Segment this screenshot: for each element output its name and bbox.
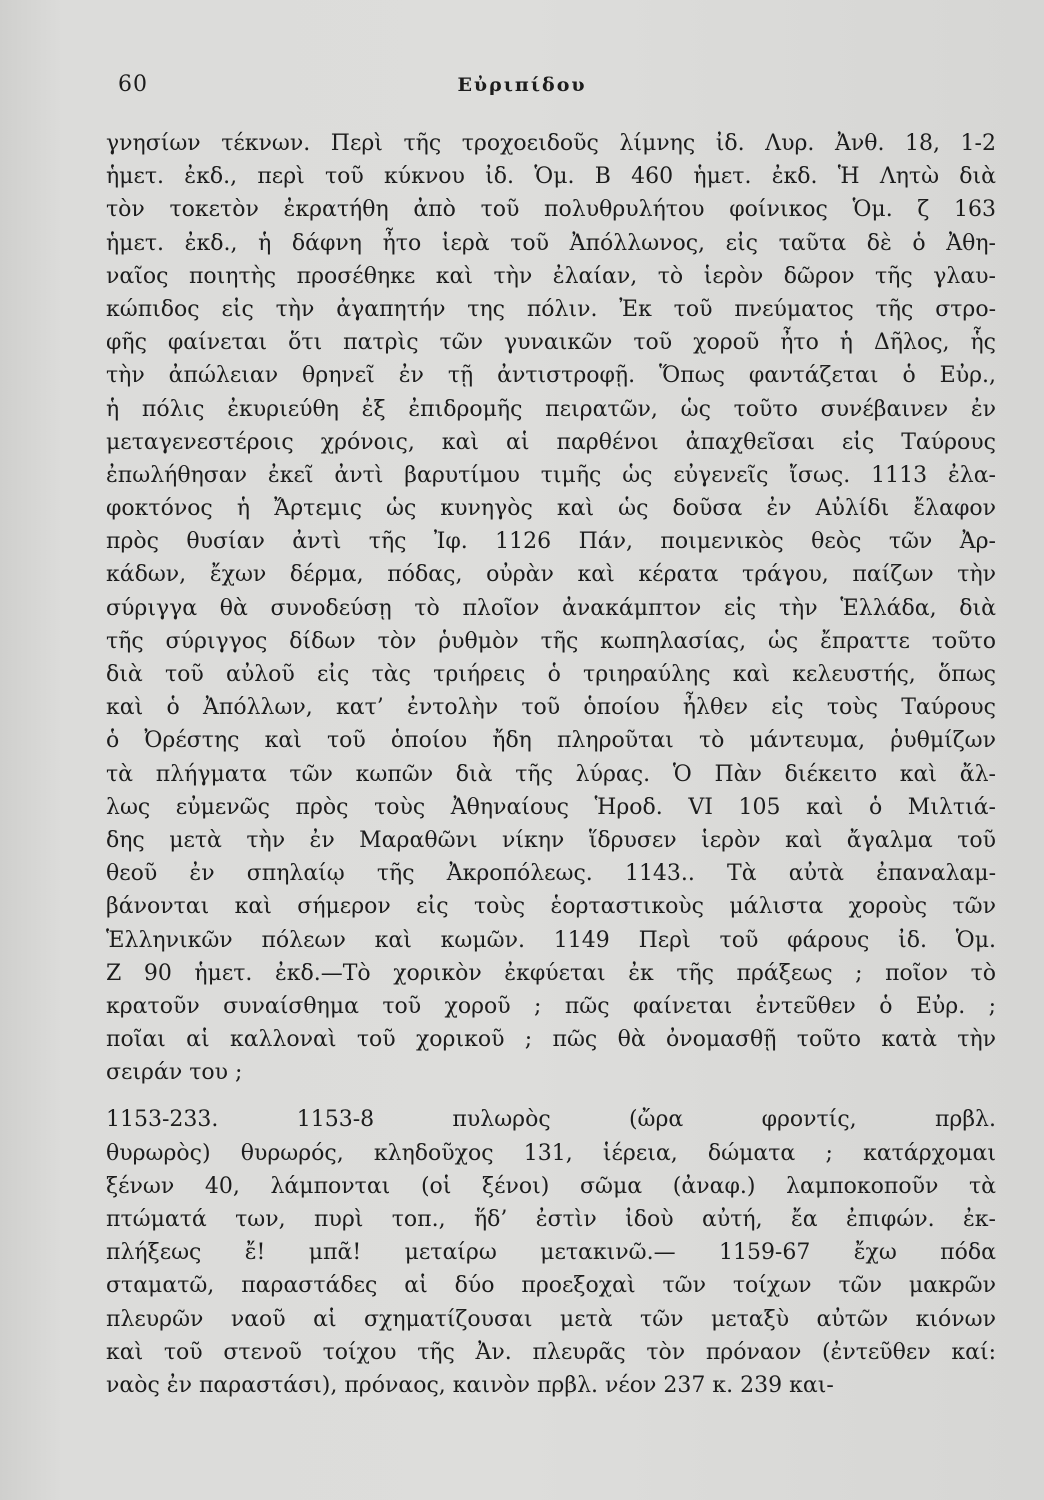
- commentary-paragraph-1: [106, 127, 996, 1089]
- text-line: Ἑλληνικῶν πόλεων καὶ κωμῶν. 1149 Περὶ τοῦ φάρους ἰδ. Ὁμ.: [106, 927, 996, 953]
- text-line: 1153-233. 1153-8 πυλωρὸς (ὤρα φροντίς, πρβλ.: [106, 1107, 996, 1133]
- running-head: Εὐριπίδου: [457, 74, 587, 96]
- text-line: διὰ τοῦ αὐλοῦ εἰς τὰς τριήρεις ὁ τριηραύλης καὶ κελευστής, ὅπως: [106, 662, 996, 687]
- text-line: τῆς σύριγγος δίδων τὸν ῥυθμὸν τῆς κωπηλασίας, ὡς ἔπραττε τοῦτο: [106, 628, 996, 654]
- text-line: ποῖαι αἱ καλλοναὶ τοῦ χορικοῦ ; πῶς θὰ ὀνομασθῇ τοῦτο κατὰ τὴν: [106, 1027, 996, 1053]
- text-line: ναῖος ποιητὴς προσέθηκε καὶ τὴν ἐλαίαν, τὸ ἱερὸν δῶρον τῆς γλαυ-: [106, 263, 996, 289]
- text-line: τὰ πλήγματα τῶν κωπῶν διὰ τῆς λύρας. Ὁ Πὰν διέκειτο καὶ ἄλ-: [106, 761, 996, 787]
- text-line: πρὸς θυσίαν ἀντὶ τῆς Ἰφ. 1126 Πάν, ποιμενικὸς θεὸς τῶν Ἀρ-: [106, 529, 996, 555]
- paragraph-gap: [106, 1089, 996, 1103]
- text-line: καὶ ὁ Ἀπόλλων, κατ’ ἐντολὴν τοῦ ὁποίου ἦλθεν εἰς τοὺς Ταύρους: [106, 695, 996, 721]
- text-line: θεοῦ ἐν σπηλαίῳ τῆς Ἀκροπόλεως. 1143.. Τὰ αὐτὰ ἐπαναλαμ-: [106, 861, 996, 887]
- text-line: τὸν τοκετὸν ἐκρατήθη ἀπὸ τοῦ πολυθρυλήτου φοίνικος Ὁμ. ζ 163: [106, 197, 996, 223]
- page-body: [106, 127, 996, 1402]
- text-line: βάνονται καὶ σήμερον εἰς τοὺς ἑορταστικοὺς μάλιστα χοροὺς τῶν: [106, 894, 996, 920]
- page-header: [0, 72, 1044, 112]
- text-line: Ζ 90 ἡμετ. ἐκδ.—Τὸ χορικὸν ἐκφύεται ἐκ τῆς πράξεως ; ποῖον τὸ: [106, 960, 996, 986]
- text-line: φῆς φαίνεται ὅτι πατρὶς τῶν γυναικῶν τοῦ χοροῦ ἦτο ἡ Δῆλος, ἧς: [106, 330, 996, 356]
- text-line: τὴν ἀπώλειαν θρηνεῖ ἐν τῇ ἀντιστροφῇ. Ὅπως φαντάζεται ὁ Εὐρ.,: [106, 363, 996, 389]
- text-line: σταματῶ, παραστάδες αἱ δύο προεξοχαὶ τῶν τοίχων τῶν μακρῶν: [106, 1273, 996, 1299]
- text-line: θυρωρὸς) θυρωρός, κληδοῦχος 131, ἱέρεια, δώματα ; κατάρχομαι: [106, 1140, 996, 1166]
- text-line: πτώματά των, πυρὶ τοπ., ἥδ’ ἐστὶν ἰδοὺ αὐτή, ἔα ἐπιφών. ἐκ-: [106, 1207, 996, 1232]
- text-line: ἡμετ. ἐκδ., ἡ δάφνη ἦτο ἱερὰ τοῦ Ἀπόλλωνος, εἰς ταῦτα δὲ ὁ Ἀθη-: [106, 230, 996, 256]
- text-line: ὁ Ὀρέστης καὶ τοῦ ὁποίου ἤδη πληροῦται τὸ μάντευμα, ῥυθμίζων: [106, 728, 996, 754]
- text-line: ναὸς ἐν παραστάσι), πρόναος, καινὸν πρβλ. νέον 237 κ. 239 και-: [106, 1372, 834, 1398]
- text-line: κρατοῦν συναίσθημα τοῦ χοροῦ ; πῶς φαίνεται ἐντεῦθεν ὁ Εὐρ. ;: [106, 993, 996, 1019]
- text-line: σύριγγα θὰ συνοδεύσῃ τὸ πλοῖον ἀνακάμπτον εἰς τὴν Ἑλλάδα, διὰ: [106, 595, 996, 621]
- text-line: γνησίων τέκνων. Περὶ τῆς τροχοειδοῦς λίμνης ἰδ. Λυρ. Ἀνθ. 18, 1-2: [106, 131, 996, 156]
- text-line: ἡ πόλις ἐκυριεύθη ἐξ ἐπιδρομῆς πειρατῶν, ὡς τοῦτο συνέβαινεν ἐν: [106, 396, 996, 422]
- commentary-paragraph-2: [106, 1103, 996, 1402]
- text-line: σειράν του ;: [106, 1060, 243, 1086]
- text-line: πλευρῶν ναοῦ αἱ σχηματίζουσαι μετὰ τῶν μεταξὺ αὐτῶν κιόνων: [106, 1306, 996, 1332]
- text-line: πλήξεως ἔ! μπᾶ! μεταίρω μετακινῶ.— 1159-67 ἔχω πόδα: [106, 1240, 996, 1266]
- text-line: ἐπωλήθησαν ἐκεῖ ἀντὶ βαρυτίμου τιμῆς ὡς εὐγενεῖς ἴσως. 1113 ἐλα-: [106, 462, 996, 488]
- text-line: κάδων, ἔχων δέρμα, πόδας, οὐρὰν καὶ κέρατα τράγου, παίζων τὴν: [106, 562, 996, 588]
- text-line: φοκτόνος ἡ Ἄρτεμις ὡς κυνηγὸς καὶ ὡς δοῦσα ἐν Αὐλίδι ἔλαφον: [106, 496, 996, 522]
- text-line: καὶ τοῦ στενοῦ τοίχου τῆς Ἀν. πλευρᾶς τὸν πρόναον (ἐντεῦθεν καί:: [106, 1339, 996, 1365]
- text-line: ξένων 40, λάμπονται (οἱ ξένοι) σῶμα (ἀναφ.) λαμποκοποῦν τὰ: [106, 1173, 996, 1199]
- text-line: μεταγενεστέροις χρόνοις, καὶ αἱ παρθένοι ἀπαχθεῖσαι εἰς Ταύρους: [106, 429, 996, 455]
- text-line: δης μετὰ τὴν ἐν Μαραθῶνι νίκην ἵδρυσεν ἱερὸν καὶ ἄγαλμα τοῦ: [106, 827, 996, 853]
- page-number: 60: [118, 72, 148, 97]
- text-line: ἡμετ. ἐκδ., περὶ τοῦ κύκνου ἰδ. Ὁμ. Β 460 ἡμετ. ἐκδ. Ἡ Λητὼ διὰ: [106, 164, 996, 190]
- text-line: κώπιδος εἰς τὴν ἀγαπητήν της πόλιν. Ἐκ τοῦ πνεύματος τῆς στρο-: [106, 296, 996, 322]
- text-line: λως εὐμενῶς πρὸς τοὺς Ἀθηναίους Ἡροδ. VI 105 καὶ ὁ Μιλτιά-: [106, 794, 996, 820]
